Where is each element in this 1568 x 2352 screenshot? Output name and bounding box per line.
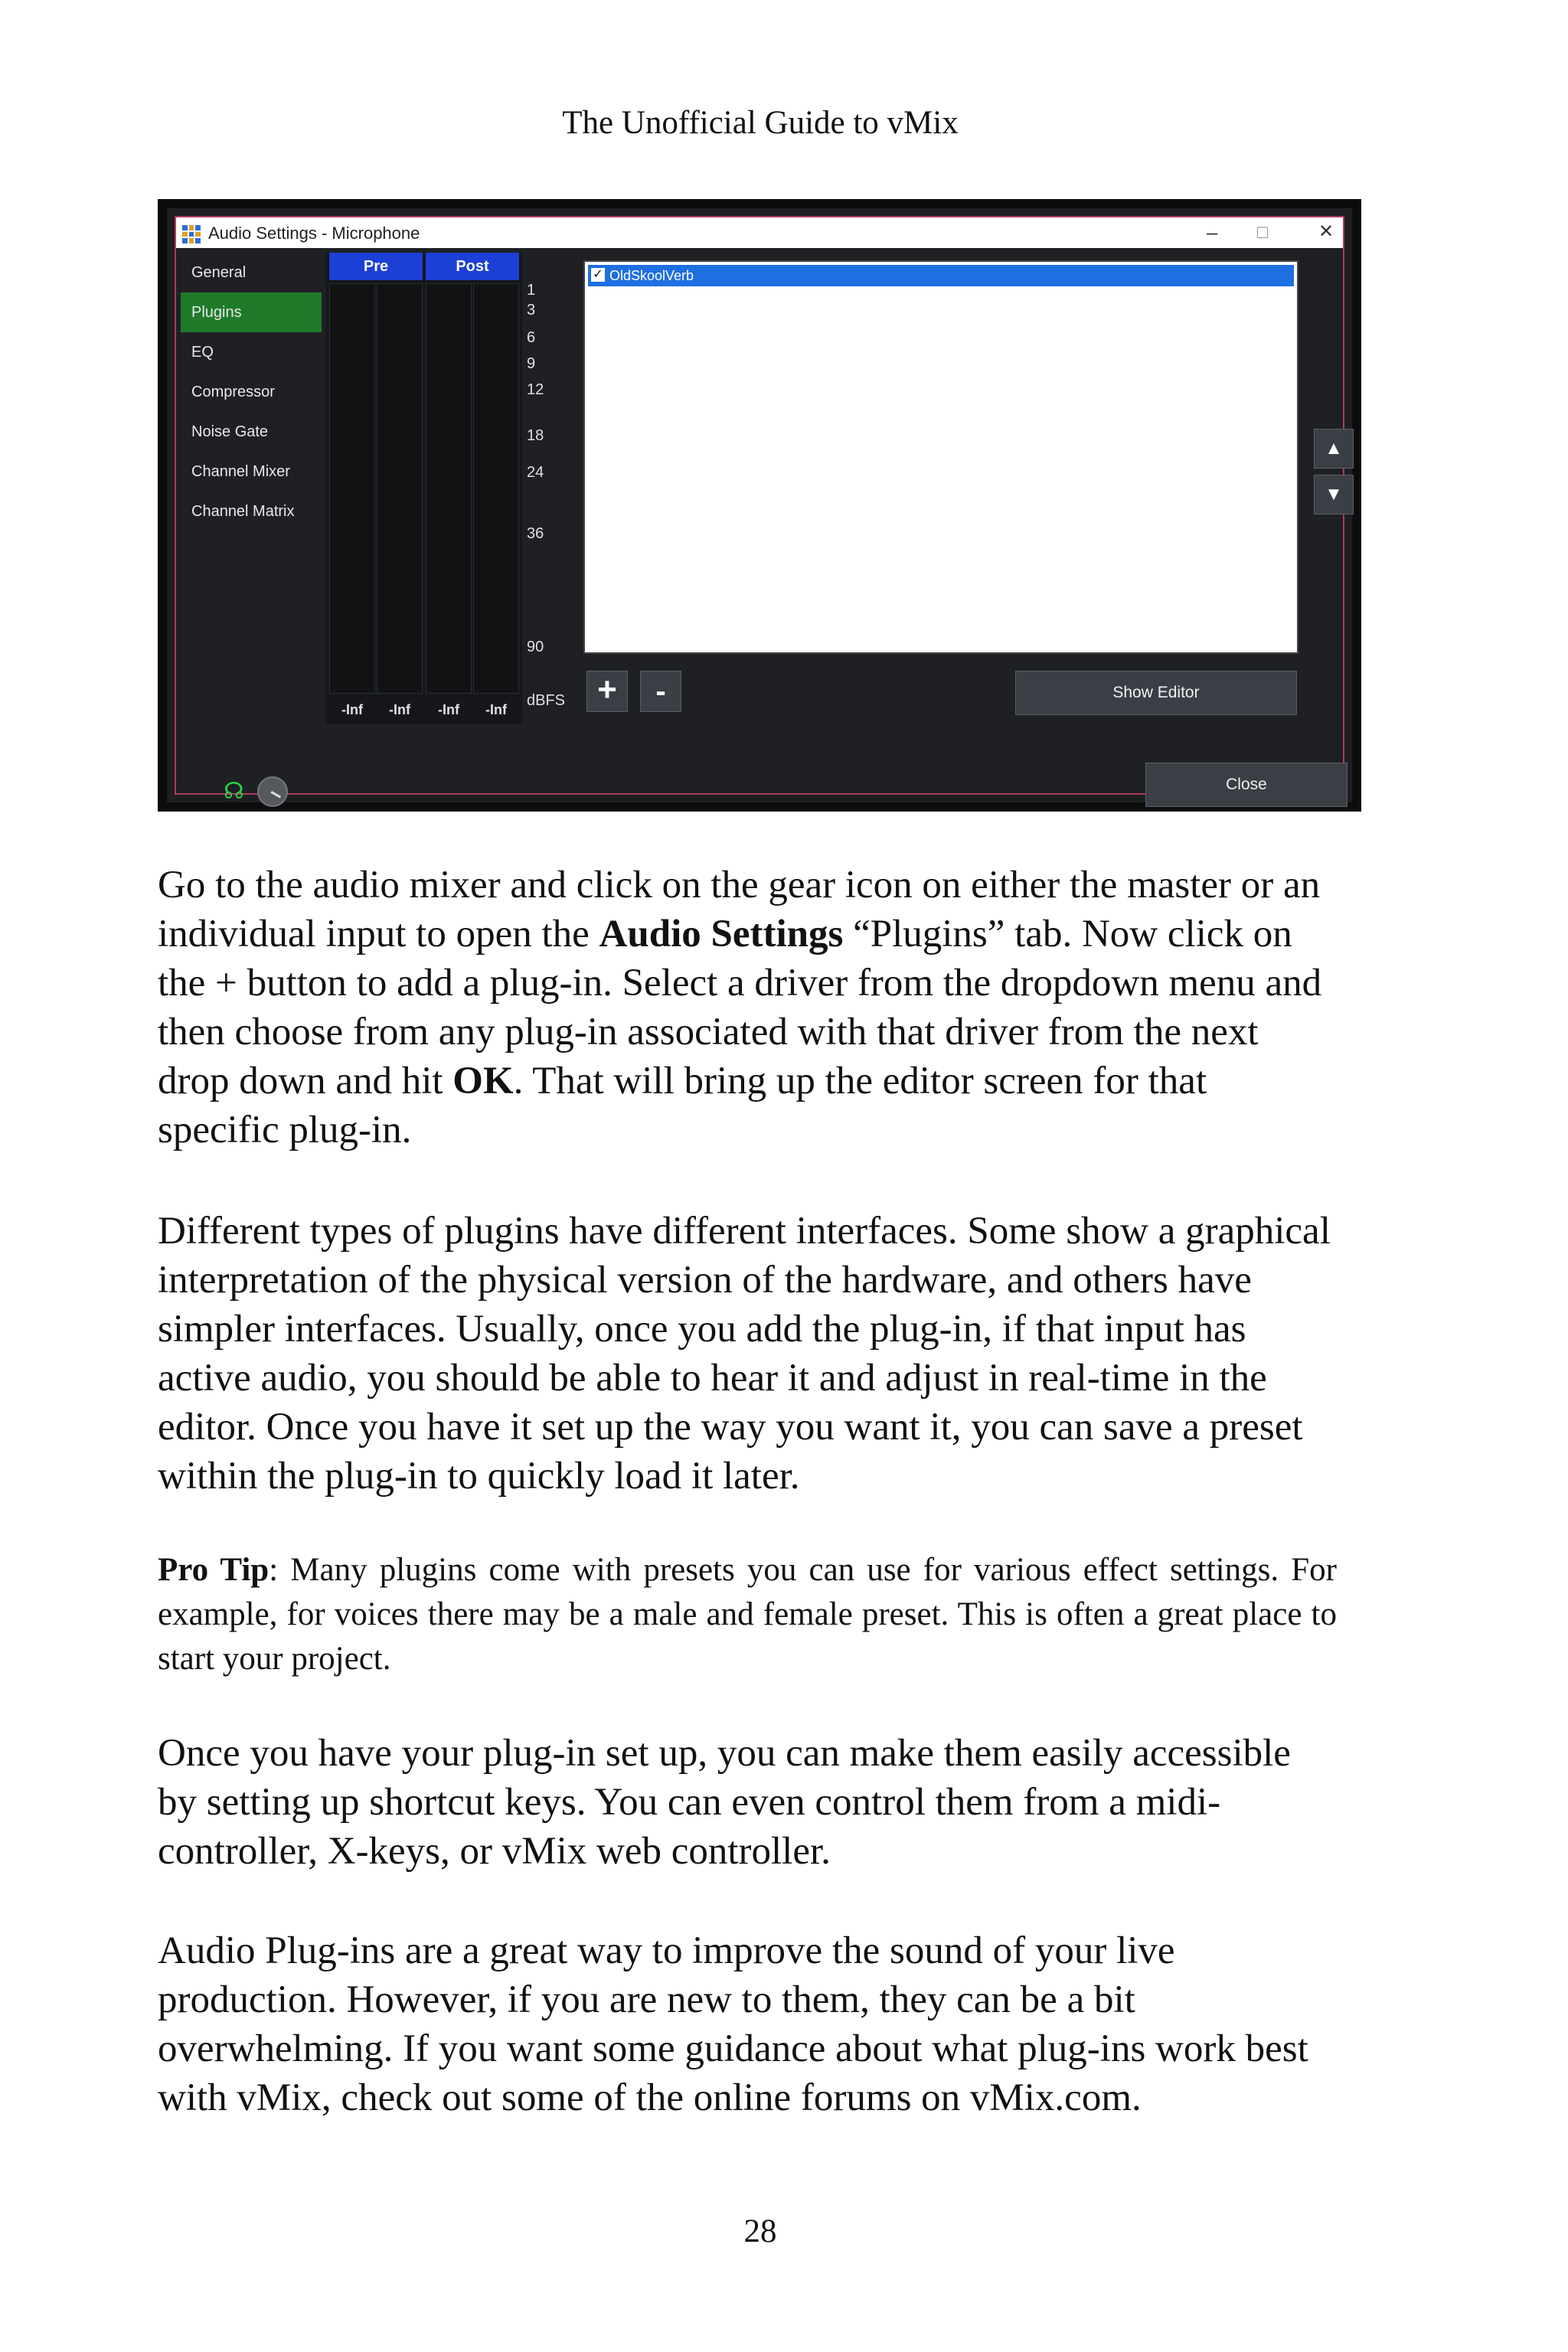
meter-readout: -Inf	[389, 702, 410, 717]
p1-text-a: Go to the audio mixer and click on the gear icon on either the master or an individual input to open the	[158, 864, 1321, 956]
meter-readout: -Inf	[485, 702, 507, 717]
close-button[interactable]: Close	[1145, 763, 1348, 807]
window-title: Audio Settings - Microphone	[208, 224, 420, 243]
settings-sidebar	[181, 253, 322, 531]
sidebar-item-compressor[interactable]: Compressor	[191, 384, 275, 400]
plugin-enabled-checkbox[interactable]: ✓	[591, 268, 605, 282]
remove-plugin-button[interactable]: -	[640, 671, 681, 712]
level-meters	[326, 253, 522, 724]
add-plugin-button[interactable]: +	[586, 671, 628, 712]
scale-unit: dBFS	[527, 692, 566, 709]
paragraph-2: Different types of plugins have different interfaces. Some show a graphical interpretation of the physical version of the hardware, and others have simpler interfaces. Usually, once you add the plug-in, if that input has active audio, you should be able to hear it and adjust in real-time in the editor. Once you have it set up the way you want it, you can save a preset within the plug-in to quickly load it later.	[158, 1210, 1331, 1498]
sidebar-item-general[interactable]: General	[191, 264, 247, 281]
triangle-up-icon: ▲	[1325, 438, 1343, 459]
meter-bar	[329, 283, 375, 694]
vmix-grid-icon	[182, 225, 201, 243]
sidebar-item-noise-gate[interactable]: Noise Gate	[191, 423, 269, 440]
plugin-list-item[interactable]	[588, 265, 1294, 286]
move-up-button[interactable]	[1314, 429, 1354, 469]
knob-icon[interactable]	[257, 776, 288, 807]
p1-text-e: . That will bring up the editor screen for that specific plug-in.	[158, 1060, 1207, 1152]
scale-tick: 24	[527, 464, 544, 481]
plugin-list[interactable]	[583, 260, 1298, 654]
p1-text-c: “Plugins” tab. Now click on the + button to add a plug-in. Select a driver from the dropdown menu and then choose from any plug-in associated with that driver from the next drop down and hit	[158, 913, 1322, 1102]
meter-bar	[473, 283, 519, 694]
show-editor-button[interactable]: Show Editor	[1015, 671, 1297, 715]
post-meter-header: Post	[426, 253, 519, 280]
scale-tick: 18	[527, 427, 544, 444]
meter-bar	[377, 283, 423, 694]
scale-tick: 36	[527, 525, 544, 542]
maximize-button[interactable]: ☐	[1256, 225, 1269, 242]
sidebar-item-eq[interactable]: EQ	[191, 344, 214, 361]
running-head: The Unofficial Guide to vMix	[562, 105, 959, 141]
paragraph-1	[158, 861, 1337, 1155]
plugin-name: OldSkoolVerb	[609, 268, 694, 283]
audio-settings-screenshot	[158, 199, 1361, 812]
move-down-button[interactable]	[1314, 475, 1354, 514]
sidebar-item-plugins[interactable]: Plugins	[181, 292, 322, 332]
meter-bar	[426, 283, 472, 694]
meter-readout: -Inf	[341, 702, 363, 717]
scale-tick: 3	[527, 302, 536, 318]
sidebar-item-channel-mixer[interactable]: Channel Mixer	[191, 463, 290, 480]
scale-tick: 1	[527, 282, 536, 299]
paragraph-4: Audio Plug-ins are a great way to improve the sound of your live production. However, if you are new to them, they can be a bit overwhelming. If you want some guidance about what plug-ins work best with vMix, check out some of the online forums on vMix.com.	[158, 1929, 1308, 2119]
scale-tick: 12	[527, 381, 544, 398]
p1-bold-audio-settings: Audio Settings	[599, 913, 844, 956]
p1-bold-ok: OK	[452, 1060, 514, 1102]
close-window-button[interactable]: ✕	[1318, 221, 1334, 242]
pro-tip-text: : Many plugins come with presets you can use for various effect settings. For example, for voices there may be a male and female preset. This is often a great place to start your project.	[158, 1552, 1337, 1677]
pro-tip-label: Pro Tip	[158, 1552, 270, 1588]
minimize-button[interactable]: –	[1207, 220, 1218, 243]
meter-readout: -Inf	[438, 702, 459, 717]
triangle-down-icon: ▼	[1325, 484, 1343, 505]
db-scale	[527, 253, 573, 724]
scale-tick: 90	[527, 639, 544, 655]
title-bar	[176, 217, 1343, 248]
paragraph-3: Once you have your plug-in set up, you can make them easily accessible by setting up shortcut keys. You can even control them from a midi-controller, X-keys, or vMix web controller.	[158, 1732, 1291, 1873]
pro-tip	[158, 1548, 1337, 1681]
headphone-icon[interactable]: ☊	[224, 779, 244, 804]
pre-meter-header: Pre	[329, 253, 423, 280]
sidebar-item-channel-matrix[interactable]: Channel Matrix	[191, 503, 295, 520]
audio-settings-window	[175, 216, 1344, 804]
scale-tick: 9	[527, 355, 536, 372]
scale-tick: 6	[527, 329, 536, 346]
page-number: 28	[743, 2213, 777, 2249]
